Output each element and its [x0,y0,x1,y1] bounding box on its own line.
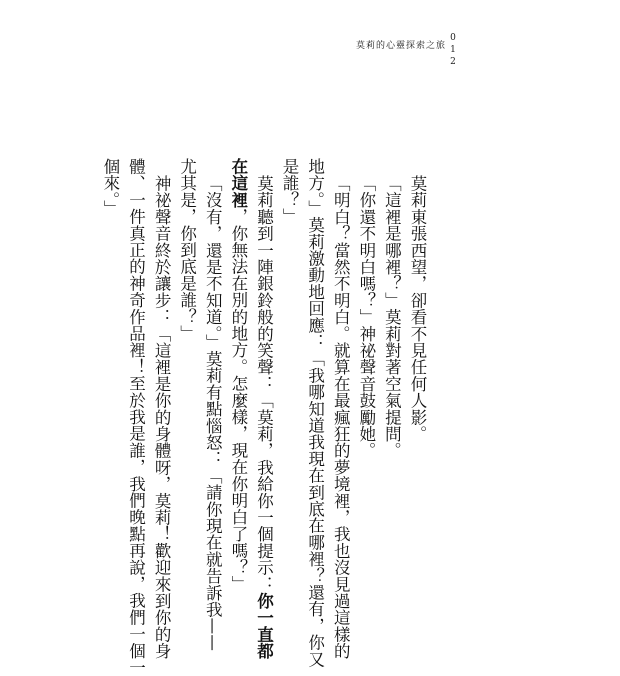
paragraph-7: 神祕聲音終於讓步：「這裡是你的身體呀，莫莉！歡迎來到你的身 體、一件真正的神奇作品裡！至於我是誰，我們晚點再說，我們一個一 個來。」 [100,158,172,676]
running-header-title: 莫莉的心靈探索之旅 [356,41,447,51]
paragraph-5 [225,158,276,659]
paragraph-1: 莫莉東張西望，卻看不見任何人影。 [408,174,427,442]
body-text [97,158,430,676]
paragraph-5-lead: 莫莉聽到一陣銀鈴般的笑聲：「莫莉，我給你一個提示： [254,174,274,592]
paragraph-3: 「你還不明白嗎？」神祕聲音鼓勵她。 [356,174,376,459]
paragraph-5-emphasis: 你一直都 在這裡 [228,158,274,659]
paragraph-6: 「沒有，還是不知道。」莫莉有點惱怒：「請你現在就告訴我—— 尤其是，你到底是誰？」 [177,158,223,651]
page-number: 012 [448,33,458,69]
paragraph-2: 「這裡是哪裡？」莫莉對著空氣提問。 [382,174,402,459]
paragraph-4: 「明白？當然不明白。就算在最瘋狂的夢境裡，我也沒見過這樣的 地方。」莫莉激動地回應：「我哪知道我現在到底在哪裡？還有，你又 是誰？」 [280,158,351,668]
paragraph-5-tail: ，你無法在別的地方。怎麼樣，現在你明白了嗎？」 [228,208,248,593]
